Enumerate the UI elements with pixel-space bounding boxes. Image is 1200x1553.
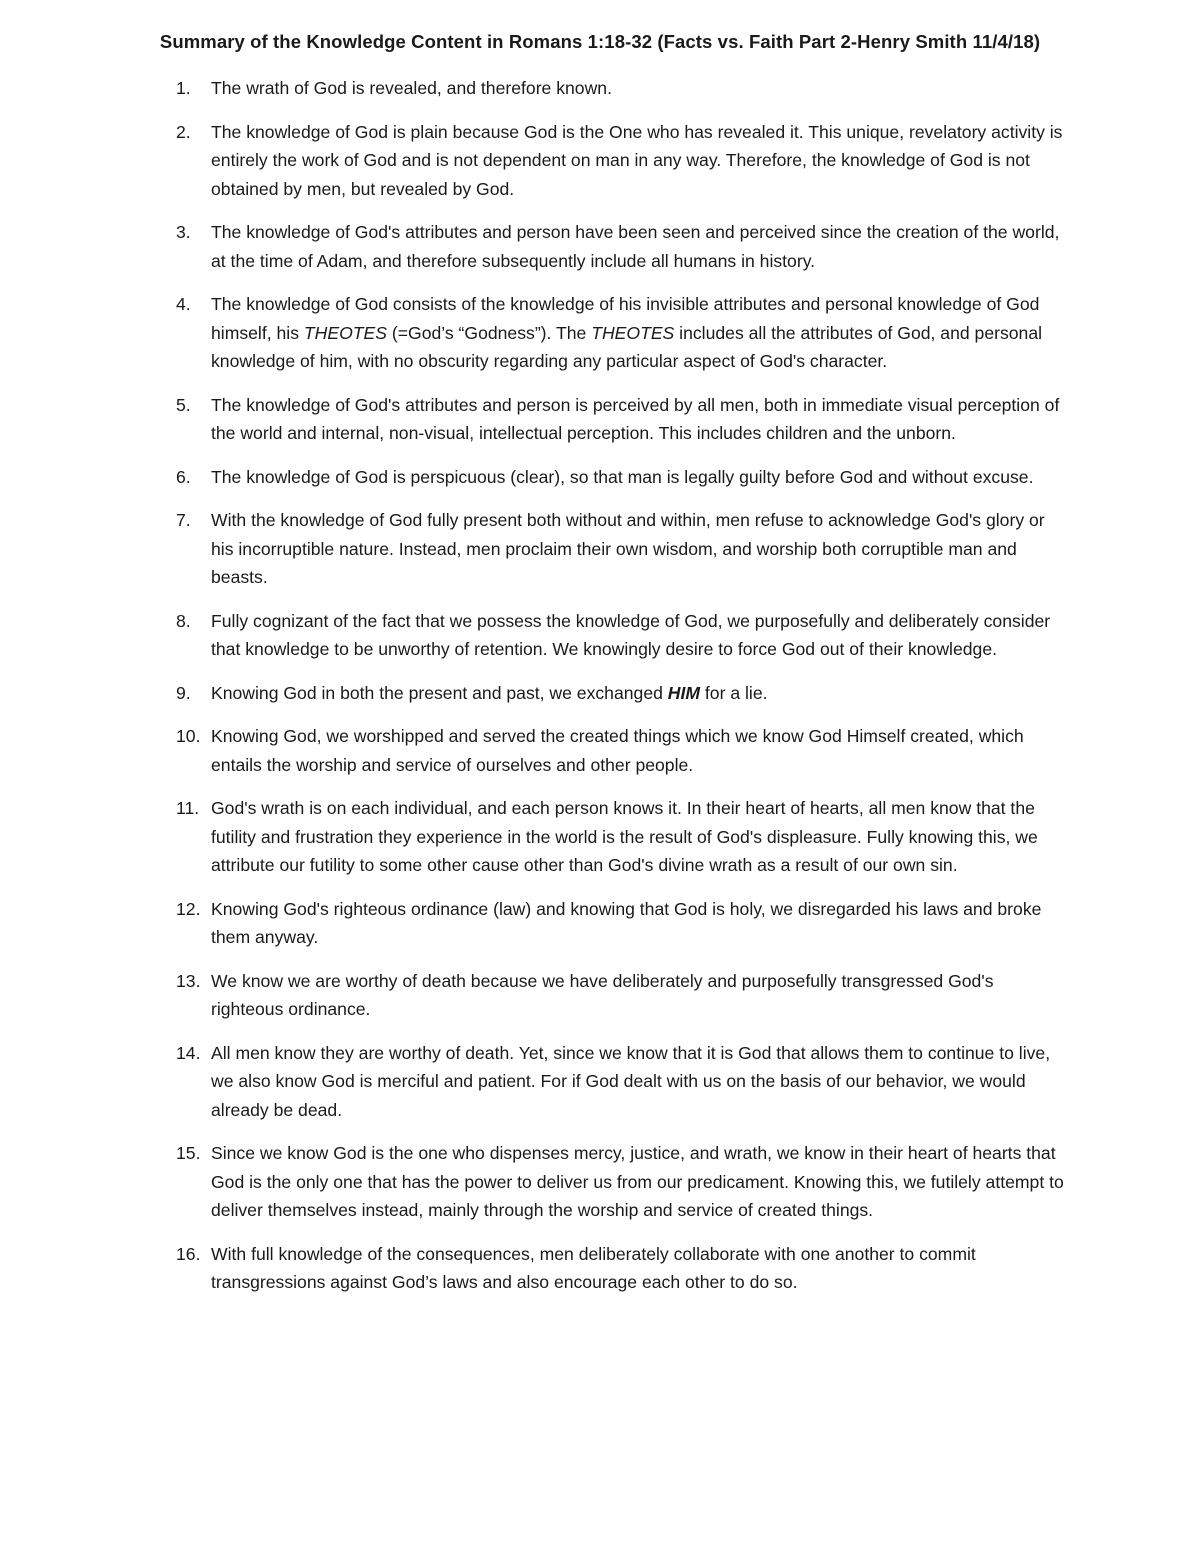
summary-list xyxy=(0,74,1200,1312)
item-text: With the knowledge of God fully present both without and within, men refuse to acknowledge God's glory or his incorruptible nature. Instead, men proclaim their own wisdom, and worship both corruptible man and beasts. xyxy=(211,510,1045,587)
list-item xyxy=(0,1240,1200,1297)
item-text: The knowledge of God consists of the knowledge of his invisible attributes and personal knowledge of God himself, his xyxy=(211,294,1040,343)
list-item xyxy=(0,967,1200,1024)
item-number: 4. xyxy=(176,294,191,314)
item-text: includes all the attributes of God, and personal knowledge of him, with no obscurity regarding any particular aspect of God's character. xyxy=(211,322,1043,371)
item-text: for a lie. xyxy=(700,682,768,703)
list-item xyxy=(0,722,1200,779)
list-item xyxy=(0,118,1200,204)
list-item xyxy=(0,391,1200,448)
list-item xyxy=(0,607,1200,664)
item-text: We know we are worthy of death because we have deliberately and purposefully transgressed God's righteous ordinance. xyxy=(211,970,994,1019)
item-text: Since we know God is the one who dispenses mercy, justice, and wrath, we know in their heart of hearts that God is the only one that has the power to deliver us from our predicament. Knowing this, we futilely attempt to deliver themselves instead, mainly through the worship and service of created things. xyxy=(211,1143,1064,1220)
item-text: Fully cognizant of the fact that we possess the knowledge of God, we purposefully and deliberately consider that knowledge to be unworthy of retention. We knowingly desire to force God out of their knowledge. xyxy=(211,610,1051,659)
item-text: Knowing God in both the present and past, we exchanged xyxy=(211,682,668,703)
item-text-italic: THEOTES xyxy=(591,322,675,343)
item-text-italic: THEOTES xyxy=(303,322,387,343)
item-text: Knowing God, we worshipped and served the created things which we know God Himself created, which entails the worship and service of ourselves and other people. xyxy=(211,726,1024,775)
item-text: The knowledge of God's attributes and person have been seen and perceived since the creation of the world, at the time of Adam, and therefore subsequently include all humans in history. xyxy=(211,222,1060,271)
item-text: The wrath of God is revealed, and therefore known. xyxy=(211,78,612,98)
item-text: God's wrath is on each individual, and each person knows it. In their heart of hearts, all men know that the futility and frustration they experience in the world is the result of God's displeasure. Fully knowing this, we attribute our futility to some other cause other than God's divine wrath as a result of our own sin. xyxy=(211,798,1038,875)
list-item xyxy=(0,290,1200,376)
item-text: The knowledge of God's attributes and person is perceived by all men, both in immediate visual perception of the world and internal, non-visual, intellectual perception. This includes children and the unborn. xyxy=(211,394,1060,443)
list-item xyxy=(0,895,1200,952)
item-number: 6. xyxy=(176,466,191,487)
item-number: 3. xyxy=(176,222,191,242)
item-number: 15. xyxy=(176,1143,201,1163)
item-number: 2. xyxy=(176,121,191,142)
item-number: 11. xyxy=(176,798,200,818)
document-title: Summary of the Knowledge Content in Romans 1:18-32 (Facts vs. Faith Part 2-Henry Smith 11/4/18) xyxy=(159,31,1041,52)
list-item xyxy=(0,1039,1200,1125)
item-text: The knowledge of God is plain because God is the One who has revealed it. This unique, revelatory activity is entirely the work of God and is not dependent on man in any way. Therefore, the knowledge of God is not obtained by men, but revealed by God. xyxy=(211,121,1063,199)
list-item xyxy=(0,1139,1200,1225)
list-item xyxy=(0,506,1200,592)
item-number: 10. xyxy=(176,726,201,746)
item-number: 14. xyxy=(176,1042,201,1063)
list-item xyxy=(0,679,1200,708)
item-number: 7. xyxy=(176,510,191,530)
item-text: With full knowledge of the consequences, men deliberately collaborate with one another to commit transgressions against God’s laws and also encourage each other to do so. xyxy=(211,1243,976,1292)
item-number: 12. xyxy=(176,898,201,919)
item-text: Knowing God's righteous ordinance (law) and knowing that God is holy, we disregarded his laws and broke them anyway. xyxy=(211,898,1042,947)
item-number: 9. xyxy=(176,682,191,703)
item-number: 5. xyxy=(176,394,191,415)
item-text: The knowledge of God is perspicuous (clear), so that man is legally guilty before God and without excuse. xyxy=(211,466,1034,487)
item-number: 1. xyxy=(176,78,191,98)
item-number: 16. xyxy=(176,1243,201,1264)
list-item xyxy=(0,218,1200,275)
item-text-bold-italic: HIM xyxy=(667,682,701,703)
item-text: (=God’s “Godness”). The xyxy=(386,322,592,343)
list-item xyxy=(0,74,1200,103)
list-item xyxy=(0,794,1200,880)
item-text: All men know they are worthy of death. Yet, since we know that it is God that allows them to continue to live, we also know God is merciful and patient. For if God dealt with us on the basis of our behavior, we would already be dead. xyxy=(211,1042,1051,1120)
item-number: 13. xyxy=(176,970,201,991)
item-number: 8. xyxy=(176,610,191,631)
list-item xyxy=(0,463,1200,492)
